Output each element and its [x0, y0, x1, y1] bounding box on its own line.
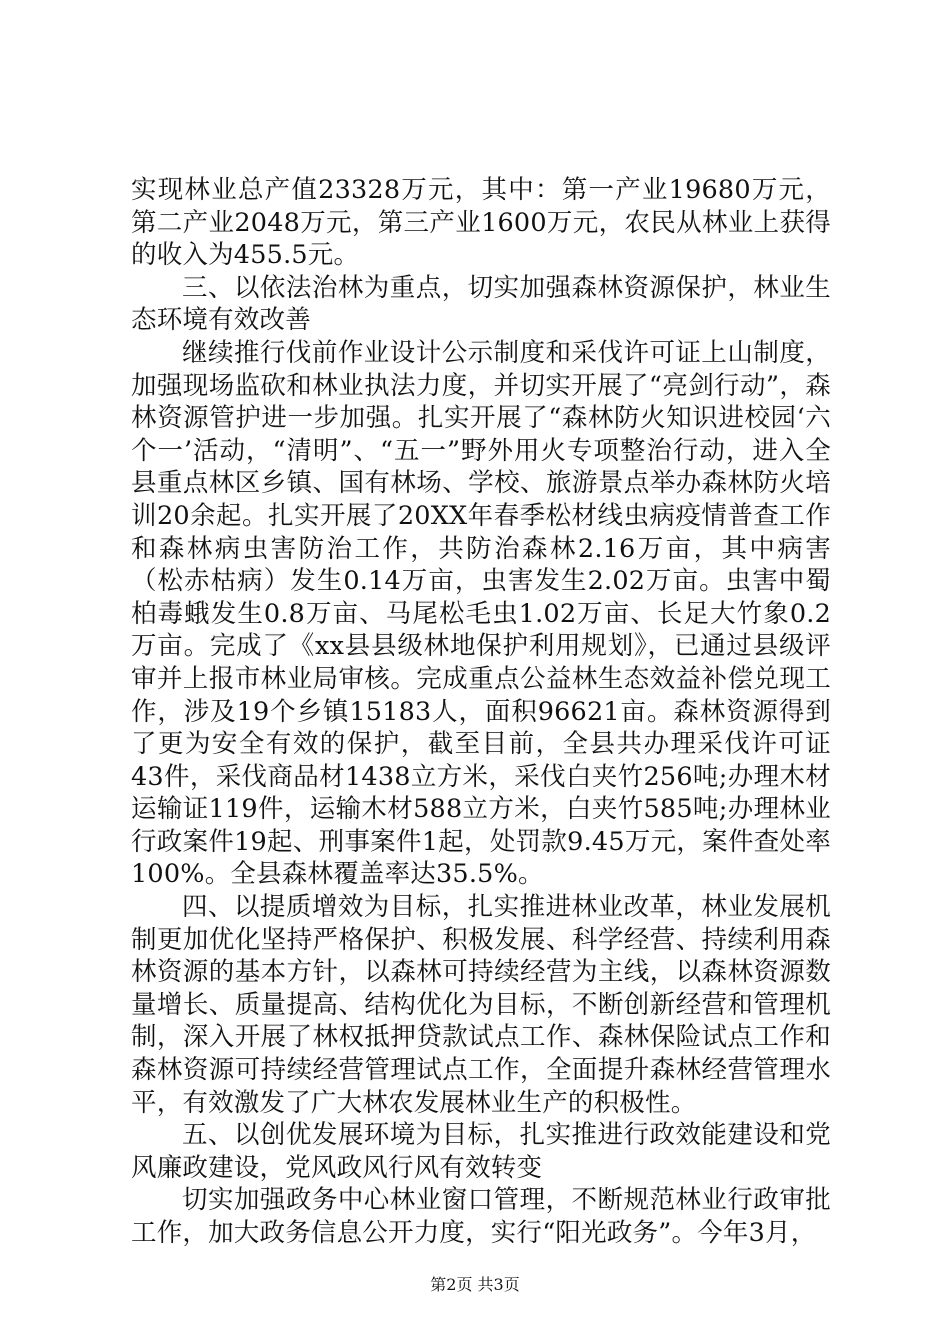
section-heading-4: 四、以提质增效为目标，扎实推进林业改革，林业发展机制更加优化坚持严格保护、积极发展、科学经营、持续利用森林资源的基本方针，以森林可持续经营为主线，以森林资源数量增长、质量提高、结构优化为目标，不断创新经营和管理机制，深入开展了林权抵押贷款试点工作、森林保险试点工作和森林资源可持续经营管理试点工作，全面提升森林经营管理水平，有效激发了广大林农发展林业生产的积极性。 [131, 892, 831, 1118]
paragraph-3: 继续推行伐前作业设计公示制度和采伐许可证上山制度，加强现场监砍和林业执法力度，并切实开展了“亮剑行动”，森林资源管护进一步加强。扎实开展了“森林防火知识进校园‘六个一’活动，“清明”、“五一”野外用火专项整治行动，进入全县重点林区乡镇、国有林场、学校、旅游景点举办森林防火培训20余起。扎实开展了20XX年春季松材线虫病疫情普查工作和森林病虫害防治工作，共防治森林2.16万亩，其中病害（松赤枯病）发生0.14万亩，虫害发生2.02万亩。虫害中蜀柏毒蛾发生0.8万亩、马尾松毛虫1.02万亩、长足大竹象0.2万亩。完成了《xx县县级林地保护利用规划》，已通过县级评审并上报市林业局审核。完成重点公益林生态效益补偿兑现工作，涉及19个乡镇15183人，面积96621亩。森林资源得到了更为安全有效的保护，截至目前，全县共办理采伐许可证43件，采伐商品材1438立方米，采伐白夹竹256吨;办理木材运输证119件，运输木材588立方米，白夹竹585吨;办理林业行政案件19起、刑事案件1起，处罚款9.45万元，案件查处率100%。全县森林覆盖率达35.5%。 [131, 337, 831, 890]
paragraph-6: 切实加强政务中心林业窗口管理，不断规范林业行政审批工作，加大政务信息公开力度，实行“阳光政务”。今年3月， [131, 1185, 831, 1248]
document-body [131, 174, 831, 1250]
page-footer: 第2页 共3页 [430, 1275, 520, 1294]
section-heading-5: 五、以创优发展环境为目标，扎实推进行政效能建设和党风廉政建设，党风政风行风有效转变 [131, 1120, 831, 1183]
section-heading-3: 三、以依法治林为重点，切实加强森林资源保护，林业生态环境有效改善 [131, 272, 831, 336]
paragraph-1: 实现林业总产值23328万元，其中：第一产业19680万元，第二产业2048万元，第三产业1600万元，农民从林业上获得的收入为455.5元。 [131, 175, 831, 271]
